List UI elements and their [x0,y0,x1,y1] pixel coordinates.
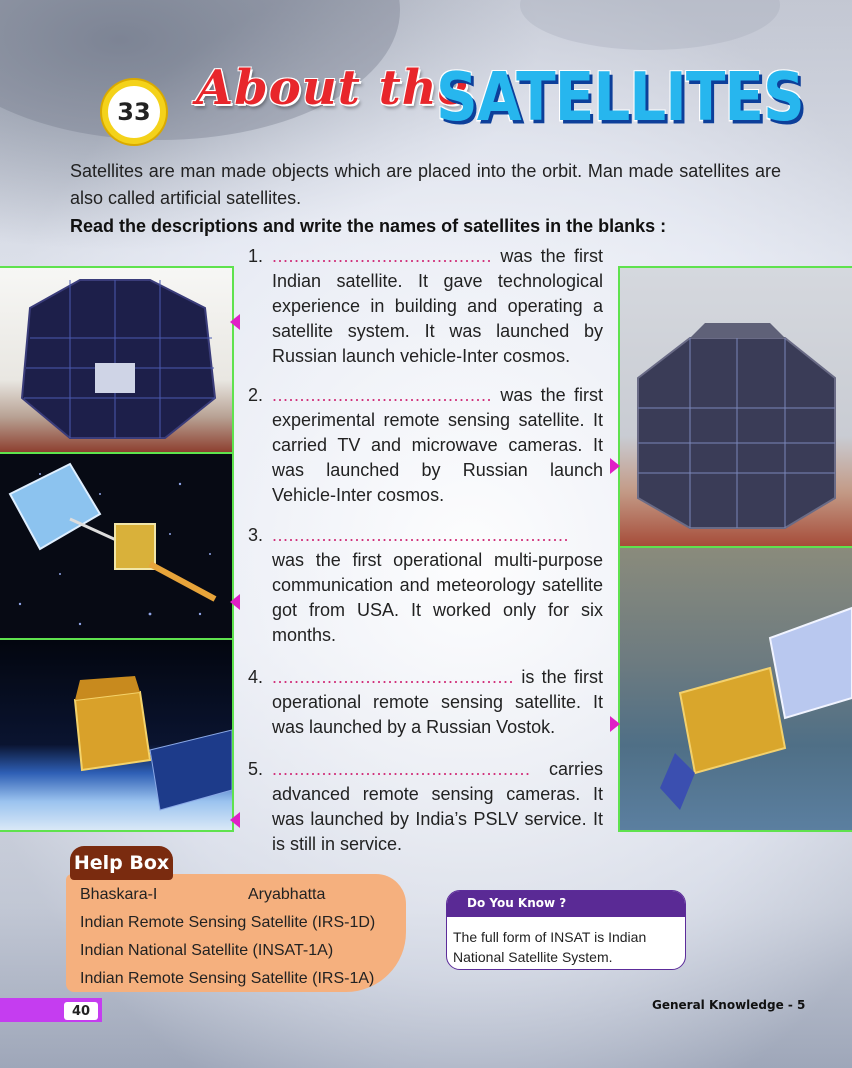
gold-satellite-over-earth-photo [0,638,234,832]
question-number: 5. [248,759,264,779]
question-4 [248,665,603,740]
answer-blank[interactable]: ............................................ [272,667,515,687]
pointer-left-2 [230,594,240,610]
pointer-left-1 [230,314,240,330]
aryabhatta-satellite-photo [0,266,234,456]
lesson-number-badge: 33 [102,80,166,144]
question-text: was the first operational multi-purpose communication and meteorology satellite got from USA. It worked only for six months. [272,550,603,645]
moon-crater-decoration [520,0,780,50]
question-text: was the first Indian satellite. It gave technological experience in building and operating a satellite system. It was launched by Russian launch vehicle-Inter cosmos. [272,246,603,366]
do-you-know-title: Do You Know ? [467,896,567,910]
help-item: Aryabhatta [248,886,326,903]
title-about-text: About the [196,60,470,116]
answer-blank[interactable]: ...................................................... [272,525,570,545]
title-satellites-text: SATELLITES [436,58,804,137]
do-you-know-box [446,890,686,970]
octagonal-satellite-photo [618,266,852,550]
help-box-title: Help Box [70,846,173,880]
answer-blank[interactable]: ........................................ [272,246,493,266]
question-number: 1. [248,246,264,266]
pointer-right-1 [610,458,620,474]
instruction-text: Read the descriptions and write the names of satellites in the blanks : [70,216,667,236]
question-text: carries advanced remote sensing cameras. It was launched by India’s PSLV service. It is still in service. [272,759,603,854]
pointer-right-2 [610,716,620,732]
intro-paragraph: Satellites are man made objects which are placed into the orbit. Man made satellites are also called artificial satellites. [70,161,781,208]
satellite-with-solar-panels-photo [618,546,852,832]
question-text: is the first operational remote sensing satellite. It was launched by a Russian Vostok. [272,667,603,737]
answer-blank[interactable]: ............................................... [272,759,531,779]
answer-blank[interactable]: ........................................ [272,385,493,405]
question-3 [248,523,603,648]
satellite-in-space-photo [0,452,234,642]
book-title-footer: General Knowledge - 5 [652,998,806,1012]
page-number: 40 [64,1002,98,1020]
question-2 [248,383,603,508]
help-item: Indian Remote Sensing Satellite (IRS-1D) [80,914,376,931]
question-5 [248,757,603,857]
question-1 [248,244,603,369]
question-number: 2. [248,385,264,405]
help-item: Bhaskara-I [80,886,158,903]
pointer-left-3 [230,812,240,828]
question-text: was the first experimental remote sensing satellite. It carried TV and microwave cameras. It was launched by Russian launch Vehicle-Inter cosmos. [272,385,603,505]
help-item: Indian National Satellite (INSAT-1A) [80,942,334,959]
help-item: Indian Remote Sensing Satellite (IRS-1A) [80,970,375,987]
question-number: 3. [248,525,264,545]
question-number: 4. [248,667,264,687]
do-you-know-text: The full form of INSAT is Indian National Satellite System. [453,929,647,965]
